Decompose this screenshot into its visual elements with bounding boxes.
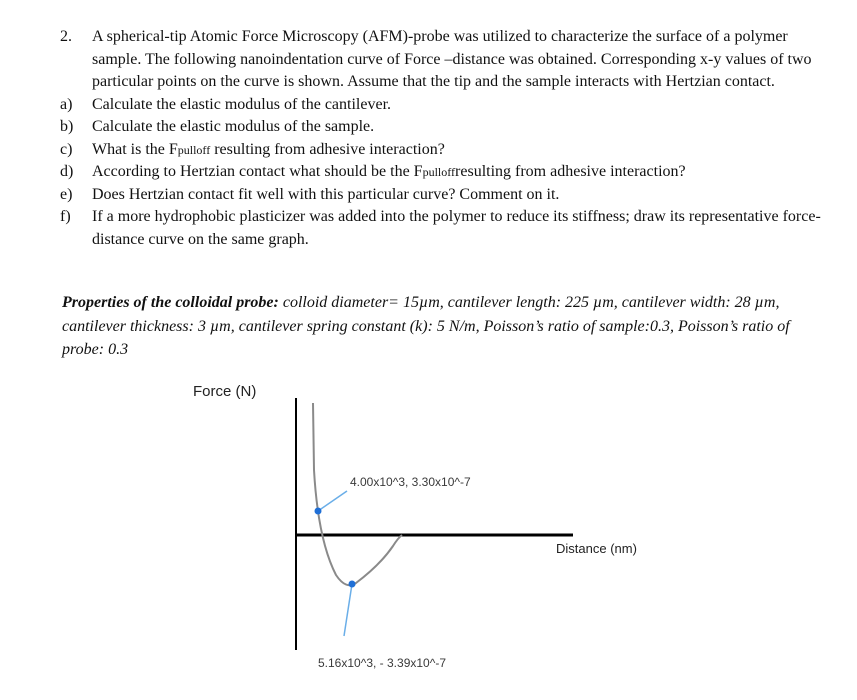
part-text-post: resulting from adhesive interaction? [210, 140, 445, 158]
upper-point-leader-line [318, 491, 347, 511]
lower-point-label: 5.16x10^3, - 3.39x10^-7 [318, 656, 447, 670]
part-text: If a more hydrophobic plasticizer was added into the polymer to reduce its stiffness; draw its representative force-distance curve on the same graph. [92, 208, 821, 248]
probe-properties-text: colloid diameter= 15µm, cantilever length: 225 µm, cantilever width: 28 µm, cantilever thickness: 3 µm, cantilever spring constant (k): 5 N/m, Poisson’s ratio of sample:0.3, Poisson’s ratio of probe: 0.3 [62, 294, 790, 358]
part-label: a) [60, 95, 73, 113]
part-label: c) [60, 140, 73, 158]
part-label: b) [60, 118, 74, 135]
part-text: Calculate the elastic modulus of the cantilever. [92, 95, 392, 113]
part-text-pre: According to Hertzian contact what should be the F [92, 163, 423, 180]
part-text: Does Hertzian contact fit well with this particular curve? Comment on it. [92, 185, 560, 203]
part-text-pre: What is the F [92, 140, 178, 158]
force-distance-curve [313, 403, 402, 585]
part-label: d) [60, 163, 74, 180]
upper-point-label: 4.00x10^3, 3.30x10^-7 [350, 475, 471, 489]
upper-data-point [315, 508, 322, 515]
x-axis-label: Distance (nm) [556, 541, 637, 556]
part-text-subscript: pulloff [422, 165, 456, 179]
lower-data-point [349, 581, 356, 588]
part-text: Calculate the elastic modulus of the sample. [92, 118, 375, 135]
part-text-post: resulting from adhesive interaction? [455, 163, 686, 180]
probe-properties-heading: Properties of the colloidal probe: [62, 294, 279, 311]
question-number: 2. [60, 28, 72, 45]
lower-point-leader-line [344, 584, 352, 636]
part-label: f) [60, 208, 71, 225]
question-intro-text: A spherical-tip Atomic Force Microscopy (AFM)-probe was utilized to characterize the surface of a polymer sample. The following nanoindentation curve of Force –distance was obtained. Corresponding x-y values of two particular points on the curve is shown. Assume that the tip and the sample interacts with Hertzian contact. [92, 28, 812, 90]
part-label: e) [60, 185, 73, 203]
part-text-subscript: pulloff [177, 142, 211, 157]
y-axis-label: Force (N) [193, 383, 257, 400]
